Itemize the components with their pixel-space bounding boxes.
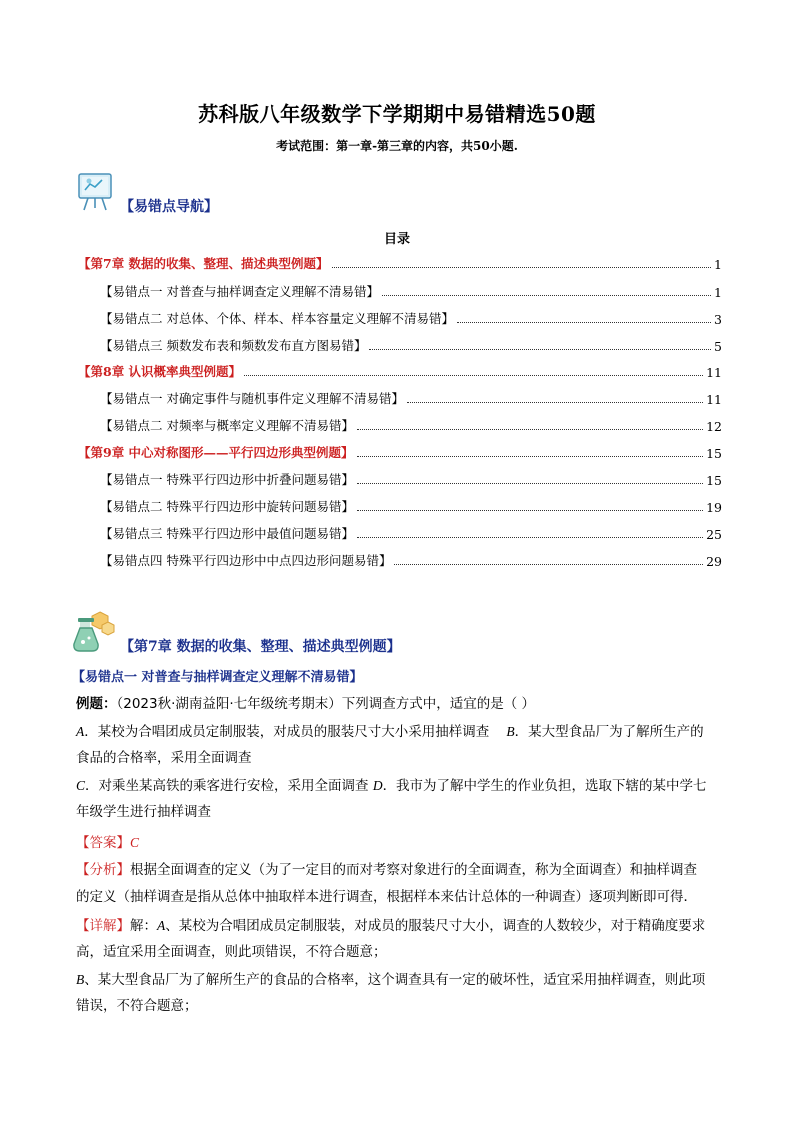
toc-leader — [357, 456, 704, 457]
toc-row[interactable] — [100, 551, 722, 569]
toc-page: 12 — [706, 419, 722, 434]
toc-page: 15 — [706, 473, 722, 488]
analysis-line — [76, 857, 726, 884]
toc-row[interactable] — [100, 389, 722, 407]
toc-page: 1 — [714, 257, 722, 272]
analysis-text: 根据全面调查的定义（为了一定目的而对考察对象进行的全面调查，称为全面调查）和抽样调查 — [130, 862, 697, 878]
answer-tag: 【答案】 — [76, 835, 130, 851]
toc-leader — [394, 564, 703, 565]
option-c: ．对乘坐某高铁的乘客进行安检，采用全面调查 — [85, 778, 369, 794]
option-letter: A — [76, 724, 85, 739]
option-a-b-line — [76, 718, 726, 746]
toc-row[interactable] — [100, 309, 722, 327]
flask-icon — [70, 610, 116, 654]
page-title: 苏科版八年级数学下学期期中易错精选50题 — [198, 102, 596, 126]
toc-title: 目录 — [383, 232, 410, 247]
detail-b-line — [76, 966, 726, 994]
toc-label: 【易错点二 对总体、个体、样本、样本容量定义理解不清易错】 — [100, 311, 454, 326]
toc-leader — [357, 483, 703, 484]
toc-label: 【易错点四 特殊平行四边形中中点四边形问题易错】 — [100, 553, 392, 568]
option-d-continued: 年级学生进行抽样调查 — [76, 804, 211, 820]
toc-row-chapter[interactable] — [78, 443, 722, 461]
detail-b-text: 、某大型食品厂为了解所生产的食品的合格率，这个调查具有一定的破坏性，适宜采用抽样调查，则此项 — [84, 972, 706, 988]
toc-page: 5 — [714, 339, 722, 354]
toc-label: 【易错点二 特殊平行四边形中旋转问题易错】 — [100, 499, 354, 514]
toc-leader — [357, 510, 703, 511]
toc-leader — [382, 295, 711, 296]
detail-prefix: 解： — [130, 918, 157, 934]
toc-page: 29 — [706, 554, 722, 569]
toc-page: 19 — [706, 500, 722, 515]
toc-label: 【易错点三 频数发布表和频数发布直方图易错】 — [100, 338, 367, 353]
option-a: ．某校为合唱团成员定制服装，对成员的服装尺寸大小采用抽样调查 — [84, 724, 490, 740]
toc-page: 25 — [706, 527, 722, 542]
subsection-heading: 【易错点一 对普查与抽样调查定义理解不清易错】 — [72, 670, 363, 685]
toc-label: 【易错点一 对确定事件与随机事件定义理解不清易错】 — [100, 391, 404, 406]
example-text: （2023秋·湖南益阳·七年级统考期末）下列调查方式中，适宜的是（ ） — [116, 696, 535, 712]
toc-row-chapter[interactable] — [78, 254, 722, 272]
toc-label: 【易错点三 特殊平行四边形中最值问题易错】 — [100, 526, 354, 541]
toc-page: 15 — [706, 446, 722, 461]
toc-leader — [457, 322, 711, 323]
toc-row[interactable] — [100, 416, 722, 434]
option-b: ．某大型食品厂为了解所生产的 — [514, 724, 704, 740]
toc-row[interactable] — [100, 497, 722, 515]
option-letter: B — [506, 724, 515, 739]
example-stem — [76, 691, 726, 718]
toc-label: 【易错点一 特殊平行四边形中折叠问题易错】 — [100, 472, 354, 487]
detail-line — [76, 912, 726, 940]
toc-row[interactable] — [100, 524, 722, 542]
detail-text: 、某校为合唱团成员定制服装，对成员的服装尺寸大小，调查的人数较少，对于精确度要求 — [165, 918, 706, 934]
toc-label: 【第8章 认识概率典型例题】 — [78, 364, 242, 379]
toc-leader — [369, 349, 711, 350]
toc-row-chapter[interactable] — [78, 362, 722, 380]
toc-row[interactable] — [100, 282, 722, 300]
toc-page: 1 — [714, 285, 722, 300]
analysis-tag: 【分析】 — [76, 862, 130, 878]
toc-page: 3 — [714, 312, 722, 327]
option-letter: B — [76, 972, 85, 987]
page-subtitle: 考试范围：第一章-第三章的内容，共50小题. — [276, 139, 518, 153]
toc-leader — [244, 375, 703, 376]
answer-value: C — [130, 835, 140, 850]
toc-page: 11 — [706, 392, 722, 407]
detail-b-continued: 错误，不符合题意； — [76, 998, 198, 1014]
option-letter: D — [372, 778, 383, 793]
option-letter: A — [157, 918, 166, 933]
toc-leader — [357, 429, 703, 430]
option-c-d-line — [76, 772, 726, 800]
toc-row[interactable] — [100, 470, 722, 488]
detail-tag: 【详解】 — [76, 918, 130, 934]
section-heading: 【第7章 数据的收集、整理、描述典型例题】 — [120, 639, 401, 655]
toc-label: 【易错点一 对普查与抽样调查定义理解不清易错】 — [100, 284, 379, 299]
analysis-continued: 的定义（抽样调查是指从总体中抽取样本进行调查，根据样本来估计总体的一种调查）逐项判断即可得． — [76, 889, 697, 905]
toc-label: 【易错点二 对频率与概率定义理解不清易错】 — [100, 418, 354, 433]
toc-leader — [357, 537, 703, 538]
answer-line — [76, 829, 726, 857]
nav-heading: 【易错点导航】 — [120, 199, 218, 215]
option-d: ．我市为了解中学生的作业负担，选取下辖的某中学七 — [382, 778, 707, 794]
example-label: 例题： — [76, 696, 117, 712]
option-letter: C — [76, 778, 86, 793]
toc-leader — [332, 267, 711, 268]
toc-row[interactable] — [100, 336, 722, 354]
toc-leader — [407, 402, 703, 403]
toc-page: 11 — [706, 365, 722, 380]
option-b-continued: 食品的合格率，采用全面调查 — [76, 750, 252, 766]
detail-continued: 高，适宜采用全面调查，则此项错误，不符合题意； — [76, 944, 387, 960]
presentation-board-icon — [76, 172, 116, 212]
toc-label: 【第9章 中心对称图形——平行四边形典型例题】 — [78, 445, 354, 460]
toc-label: 【第7章 数据的收集、整理、描述典型例题】 — [78, 256, 329, 271]
